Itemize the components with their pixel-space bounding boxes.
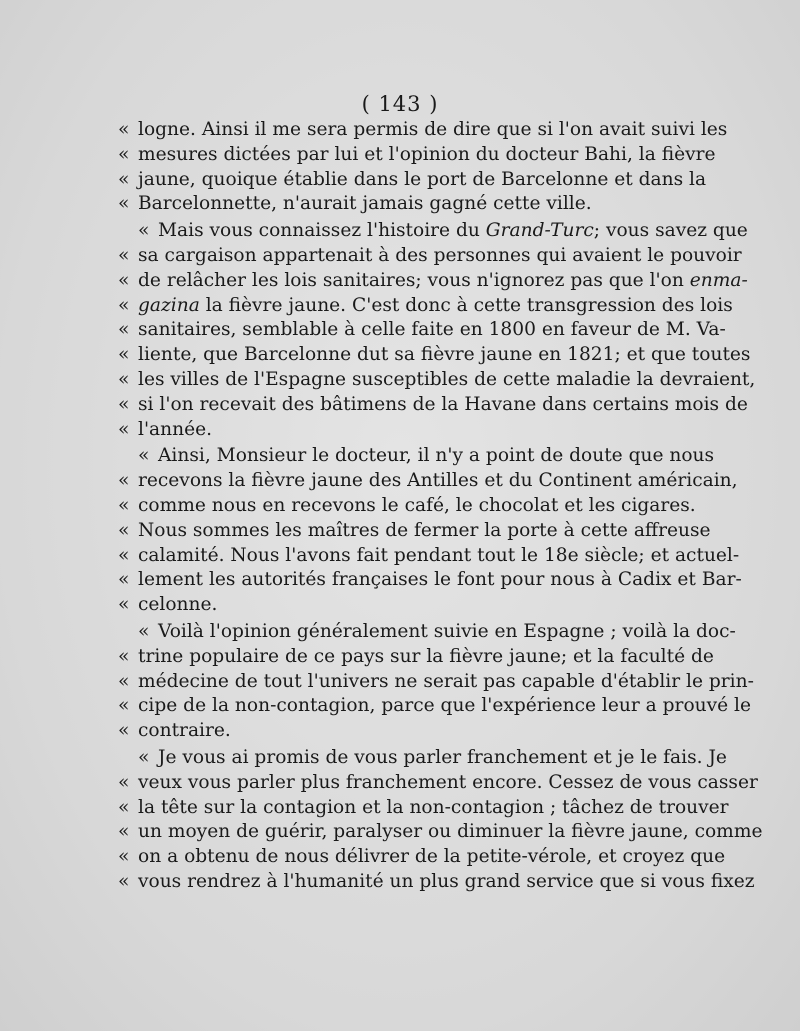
text-segment: on a obtenu de nous délivrer de la petite-vérole, et croyez que (138, 846, 726, 868)
text-line (118, 670, 754, 695)
text-line (118, 444, 715, 469)
italic-text: Grand-Turc (485, 220, 594, 242)
text-segment: la fièvre jaune. C'est donc à cette transgression des lois (199, 294, 733, 316)
text-segment: liente, que Barcelonne dut sa fièvre jaune en 1821; et que toutes (138, 344, 751, 366)
text-line (118, 494, 696, 519)
text-segment: Mais vous connaissez l'histoire du (158, 220, 486, 242)
text-segment: celonne. (138, 594, 218, 616)
text-line (118, 568, 742, 593)
text-line (118, 318, 726, 343)
quote-mark: « (138, 620, 150, 642)
text-segment: comme nous en recevons le café, le chocolat et les cigares. (138, 494, 696, 516)
quote-mark: « (118, 519, 130, 541)
text-line (118, 820, 763, 845)
text-segment: calamité. Nous l'avons fait pendant tout le 18e siècle; et actuel- (138, 544, 740, 566)
text-line (118, 143, 716, 168)
quote-mark: « (118, 244, 130, 266)
text-line (118, 746, 727, 771)
quote-mark: « (118, 319, 130, 341)
text-line (118, 168, 707, 193)
quote-mark: « (118, 143, 130, 165)
text-line (118, 796, 729, 821)
text-segment: si l'on recevait des bâtimens de la Havane dans certains mois de (138, 393, 748, 415)
text-segment: Ainsi, Monsieur le docteur, il n'y a point de doute que nous (158, 445, 715, 467)
text-segment: ; vous savez que (593, 220, 748, 242)
text-line (118, 118, 728, 143)
quote-mark: « (118, 594, 130, 616)
text-segment: l'année. (138, 418, 213, 440)
quote-mark: « (118, 870, 130, 892)
quote-mark: « (118, 344, 130, 366)
text-line (118, 593, 674, 618)
text-line (118, 771, 758, 796)
text-line (118, 870, 755, 895)
quote-mark: « (118, 569, 130, 591)
quote-mark: « (118, 393, 130, 415)
text-segment: cipe de la non-contagion, parce que l'expérience leur a prouvé le (138, 695, 751, 717)
text-segment: recevons la fièvre jaune des Antilles et du Continent américain, (138, 470, 738, 492)
text-line (118, 368, 756, 393)
text-segment: les villes de l'Espagne susceptibles de cette maladie la devraient, (138, 368, 756, 390)
italic-text: enma- (689, 269, 748, 291)
text-segment: Voilà l'opinion généralement suivie en Espagne ; voilà la doc- (158, 620, 736, 642)
paragraph (118, 219, 756, 442)
page-number: ( 143 ) (361, 92, 439, 116)
italic-text: gazina (138, 294, 200, 316)
paragraph (118, 444, 742, 618)
quote-mark: « (118, 670, 130, 692)
text-segment: sanitaires, semblable à celle faite en 1800 en faveur de M. Va- (138, 319, 726, 341)
text-segment: Nous sommes les maîtres de fermer la porte à cette affreuse (138, 519, 711, 541)
quote-mark: « (118, 544, 130, 566)
text-line (118, 244, 742, 269)
text-segment: Je vous ai promis de vous parler franchement et je le fais. Je (158, 746, 727, 768)
quote-mark: « (118, 193, 130, 215)
quote-mark: « (138, 220, 150, 242)
text-line (118, 845, 726, 870)
quote-mark: « (118, 846, 130, 868)
text-segment: de relâcher les lois sanitaires; vous n'ignorez pas que l'on (138, 269, 690, 291)
quote-mark: « (118, 796, 130, 818)
text-segment: contraire. (138, 720, 231, 742)
quote-mark: « (118, 821, 130, 843)
quote-mark: « (138, 746, 150, 768)
text-line (118, 269, 748, 294)
text-line (118, 469, 738, 494)
text-segment: logne. Ainsi il me sera permis de dire que si l'on avait suivi les (138, 119, 728, 140)
text-segment: mesures dictées par lui et l'opinion du docteur Bahi, la fièvre (138, 143, 716, 165)
text-segment: lement les autorités françaises le font pour nous à Cadix et Bar- (138, 569, 742, 591)
text-segment: Barcelonnette, n'aurait jamais gagné cette ville. (138, 193, 592, 215)
paragraph (118, 746, 763, 895)
text-segment: un moyen de guérir, paralyser ou diminuer la fièvre jaune, comme (138, 821, 763, 843)
quote-mark: « (118, 269, 130, 291)
quote-mark: « (118, 119, 130, 140)
text-line (118, 192, 674, 217)
text-segment: vous rendrez à l'humanité un plus grand service que si vous fixez (138, 870, 755, 892)
quote-mark: « (118, 494, 130, 516)
text-segment: la tête sur la contagion et la non-contagion ; tâchez de trouver (138, 796, 729, 818)
quote-mark: « (118, 418, 130, 440)
quote-mark: « (118, 470, 130, 492)
quote-mark: « (118, 168, 130, 190)
text-segment: médecine de tout l'univers ne serait pas capable d'établir le prin- (138, 670, 754, 692)
text-line (118, 418, 674, 443)
quote-mark: « (118, 771, 130, 793)
text-segment: veux vous parler plus franchement encore. Cessez de vous casser (138, 771, 758, 793)
paragraph (118, 118, 728, 217)
text-line (118, 343, 751, 368)
quote-mark: « (118, 695, 130, 717)
quote-mark: « (118, 294, 130, 316)
text-line (118, 645, 714, 670)
text-line (118, 620, 736, 645)
text-line (118, 694, 751, 719)
paragraph (118, 620, 754, 744)
quote-mark: « (118, 368, 130, 390)
text-line (118, 544, 740, 569)
text-line (118, 393, 748, 418)
quote-mark: « (138, 445, 150, 467)
text-line (118, 719, 674, 744)
text-line (118, 519, 711, 544)
text-line (118, 294, 733, 319)
quote-mark: « (118, 720, 130, 742)
text-segment: sa cargaison appartenait à des personnes qui avaient le pouvoir (138, 244, 742, 266)
quote-mark: « (118, 645, 130, 667)
body-text (118, 118, 763, 895)
text-segment: trine populaire de ce pays sur la fièvre jaune; et la faculté de (138, 645, 714, 667)
text-segment: jaune, quoique établie dans le port de Barcelonne et dans la (138, 168, 707, 190)
text-line (118, 219, 748, 244)
